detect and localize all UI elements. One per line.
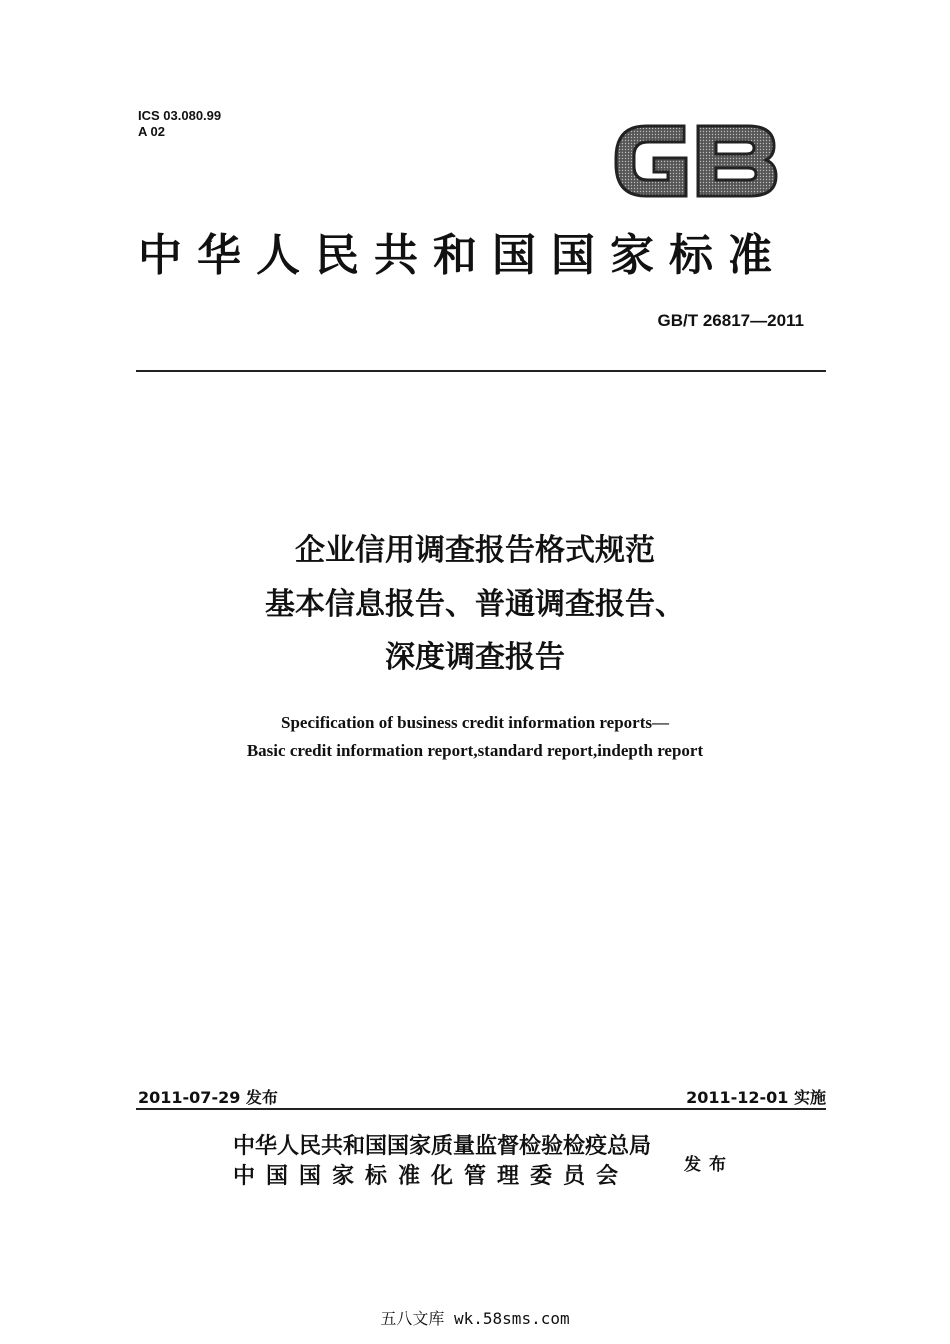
issue-label: 发布	[684, 1155, 734, 1175]
cn-title-line-3: 深度调查报告	[385, 640, 565, 675]
publish-date: 2011-07-29 发布	[138, 1088, 278, 1107]
bottom-divider	[136, 1108, 826, 1110]
gb-logo-icon	[606, 112, 782, 208]
en-title-line-2: Basic credit information report,standard report,indepth report	[246, 741, 704, 760]
ics-code: ICS 03.080.99	[138, 108, 222, 123]
implementation-date: 2011-12-01 实施	[686, 1088, 826, 1107]
national-standard-title: 中华人民共和国国家标准	[138, 230, 787, 281]
site-watermark: 五八文库 wk.58sms.com	[380, 1309, 570, 1328]
gb-logo	[606, 112, 782, 208]
standard-number: GB/T 26817—2011	[657, 311, 804, 330]
issuer-org-2: 中国国家标准化管理委员会	[233, 1164, 630, 1189]
classification-codes	[138, 108, 221, 140]
cn-title-line-1: 企业信用调查报告格式规范	[295, 533, 655, 568]
issuer-org-1: 中华人民共和国国家质量监督检验检疫总局	[233, 1134, 652, 1159]
ccs-code: A 02	[138, 124, 165, 139]
en-title-line-1: Specification of business credit information reports—	[281, 713, 669, 732]
top-divider	[136, 370, 826, 372]
cn-title-line-2: 基本信息报告、普通调查报告、	[265, 587, 685, 622]
